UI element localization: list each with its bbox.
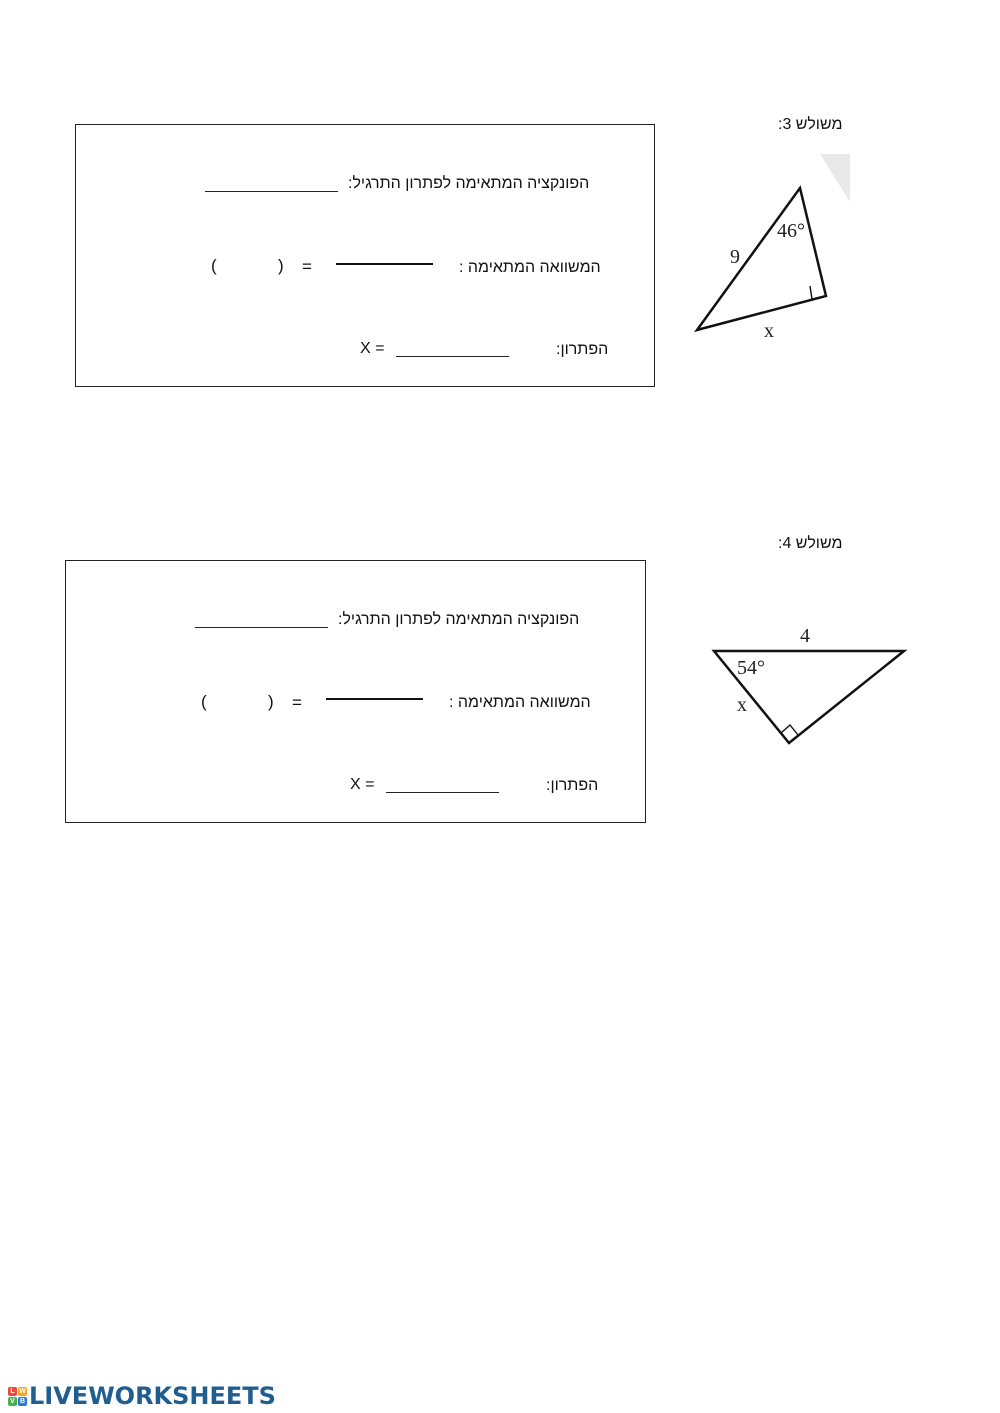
triangle3-function-input[interactable] [205,191,338,192]
triangle4-function-label: הפונקציה המתאימה לפתרון התרגיל: [338,611,580,628]
logo-text: LIVEWORKSHEETS [29,1382,276,1410]
triangle4-equals-sign: = [292,693,302,712]
logo-cube: V [8,1397,17,1406]
logo-cube: L [8,1387,17,1396]
triangle3-solution-label: הפתרון: [556,341,609,358]
triangle3-outline [697,188,826,330]
triangle3-scan-artifact [820,154,850,202]
logo-cubes-icon [8,1387,27,1406]
triangle3-angle-label: 46° [777,220,805,242]
triangle3-solution-input[interactable] [396,356,509,357]
triangle3-hyp-label: 9 [730,246,740,268]
triangle4-side-label: x [737,694,747,716]
triangle4-equation-label: המשוואה המתאימה : [449,694,591,711]
triangle4-angle-label: 54° [737,657,765,679]
triangle3-equation-fraction-input[interactable] [336,263,433,265]
triangle4-title: משולש 4: [778,535,843,552]
triangle3-equation-label: המשוואה המתאימה : [459,259,601,276]
triangle4-solution-input[interactable] [386,792,499,793]
triangle4-answer-panel [65,560,646,823]
triangle3-side-label: x [764,320,774,342]
triangle3-equals-sign: = [302,257,312,276]
triangle4-figure [700,620,915,755]
triangle4-right-angle-mark [781,725,798,735]
triangle4-top-label: 4 [800,625,810,647]
triangle3-right-angle-mark [810,286,824,299]
triangle4-solution-label: הפתרון: [546,777,599,794]
triangle3-close-paren: ) [278,256,284,275]
triangle3-x-equals: X = [360,340,385,357]
triangle4-open-paren: ( [201,692,207,711]
triangle3-answer-panel [75,124,655,387]
logo-cube: W [19,1387,26,1395]
triangle4-function-input[interactable] [195,627,328,628]
triangle3-function-label: הפונקציה המתאימה לפתרון התרגיל: [348,175,590,192]
triangle3-paren-input[interactable] [226,257,274,279]
triangle3-open-paren: ( [211,256,217,275]
triangle4-close-paren: ) [268,692,274,711]
logo-cube: B [19,1397,26,1405]
triangle4-x-equals: X = [350,776,375,793]
triangle3-figure [690,150,860,350]
triangle4-paren-input[interactable] [216,693,264,715]
triangle4-equation-fraction-input[interactable] [326,698,423,700]
triangle3-title: משולש 3: [778,116,843,133]
liveworksheets-logo[interactable] [8,1382,276,1410]
